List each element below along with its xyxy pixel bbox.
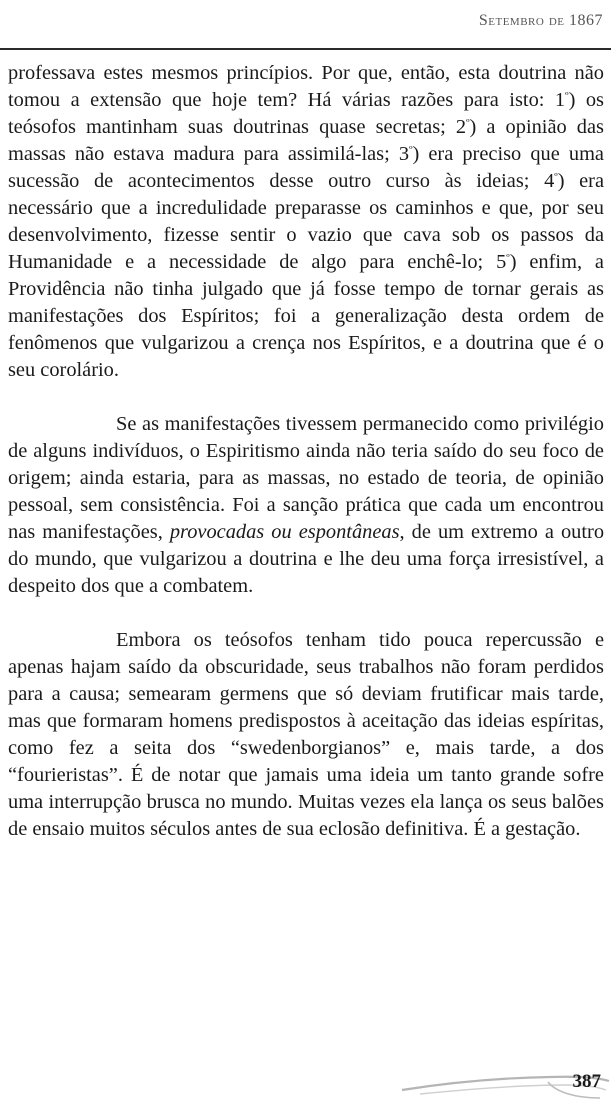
paragraph-3 bbox=[8, 627, 604, 843]
paragraph-text: ) era preciso que uma sucessão de acontecimentos desse outro curso às ideias; 4 bbox=[8, 143, 604, 192]
header-rule bbox=[0, 48, 611, 50]
paragraph-text: Se as manifestações tivessem permanecido como privilégio de alguns indivíduos, o Espiritismo ainda não teria saído do seu foco de origem; ainda estaria, para as massas, no estado de teoria, de opinião pessoal, sem consistência. Foi a sanção prática que cada um encontrou nas manifestações, bbox=[8, 413, 604, 543]
paragraph-text: Embora os teósofos tenham tido pouca repercussão e apenas hajam saído da obscuridade, seus trabalhos não foram perdidos para a causa; semearam germens que só deviam frutificar mais tarde, mas que formaram homens predispostos à aceitação das ideias espíritas, como fez a seita dos “swedenborgianos” e, mais tarde, a dos “fourieristas”. É de notar que jamais uma ideia um tanto grande sofre uma interrupção brusca no mundo. Muitas vezes ela lança os seus balões de ensaio muitos séculos antes de sua eclosão definitiva. É a gestação. bbox=[8, 629, 604, 840]
paragraph-text: ) a opinião das massas não estava madura para assimilá-las; 3 bbox=[8, 116, 604, 165]
paragraph-text: ) era necessário que a incredulidade preparasse os caminhos e que, por seu desenvolvimento, fizesse sentir o vazio que cava sob os passos da Humanidade e a necessidade de algo para enchê-lo; 5 bbox=[8, 170, 605, 273]
ordinal-marker: º bbox=[409, 144, 413, 156]
page-number: 387 bbox=[572, 1071, 601, 1092]
ordinal-marker: º bbox=[506, 252, 510, 264]
ordinal-marker: º bbox=[466, 117, 470, 129]
ordinal-marker: º bbox=[554, 171, 558, 183]
paragraph-text: , de um extremo a outro do mundo, que vulgarizou a doutrina e lhe deu uma força irresistível, a despeito dos que a combatem. bbox=[8, 521, 605, 597]
italic-phrase: provocadas ou espontâneas bbox=[169, 521, 400, 543]
page-body bbox=[8, 60, 604, 843]
paragraph-1 bbox=[8, 60, 604, 384]
running-header: Setembro de 1867 bbox=[478, 12, 603, 29]
ordinal-marker: º bbox=[565, 90, 569, 102]
paragraph-text: ) os teósofos mantinham suas doutrinas quase secretas; 2 bbox=[8, 89, 604, 138]
paragraph-text: ) enfim, a Providência não tinha julgado que já fosse tempo de tornar gerais as manifestações dos Espíritos; foi a generalização desta ordem de fenômenos que vulgarizou a crença nos Espíritos, e a doutrina que é o seu corolário. bbox=[8, 251, 604, 381]
paragraph-text: professava estes mesmos princípios. Por que, então, esta doutrina não tomou a extensão que hoje tem? Há várias razões para isto: 1 bbox=[8, 62, 604, 111]
paragraph-2 bbox=[8, 411, 604, 600]
